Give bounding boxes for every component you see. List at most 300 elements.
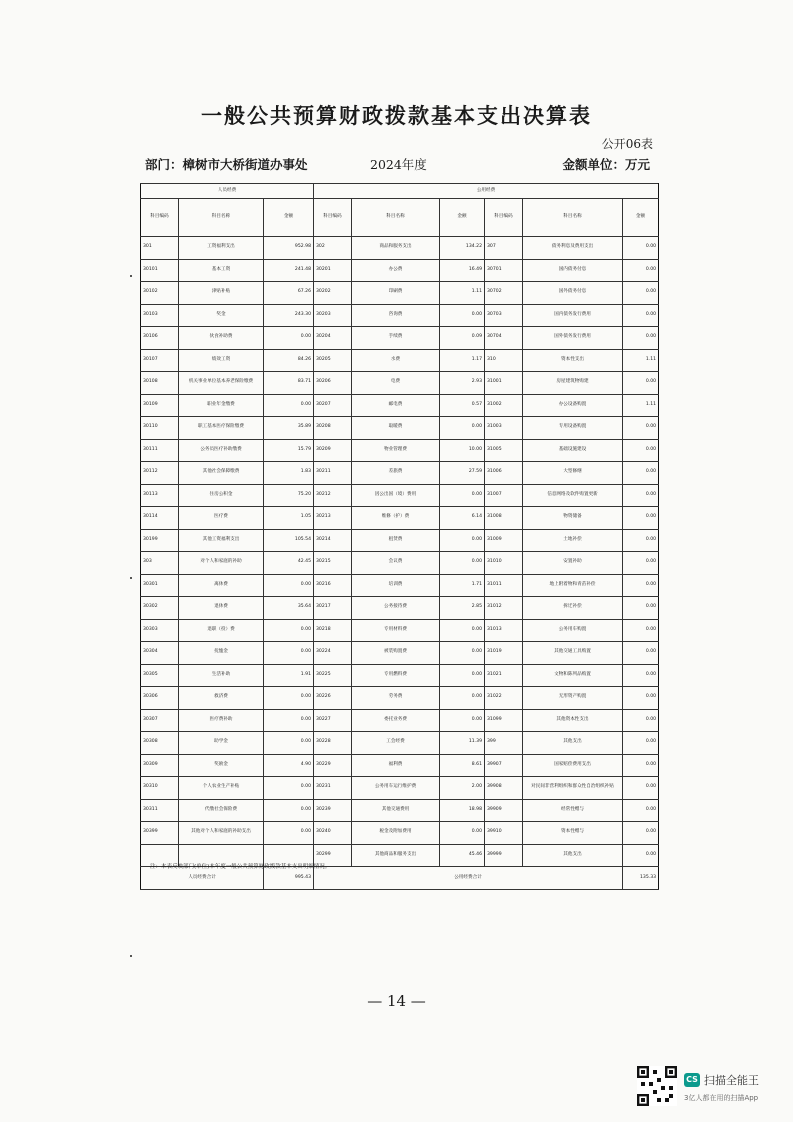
code-cell: 30214 (314, 529, 352, 552)
name-cell: 信息网络及软件购置更新 (523, 484, 623, 507)
table-row (141, 754, 659, 777)
name-cell: 其他工资福利支出 (179, 529, 264, 552)
amount-cell: 0.00 (623, 462, 659, 485)
code-cell: 30102 (141, 282, 179, 305)
code-cell: 30107 (141, 349, 179, 372)
amount-cell: 0.00 (623, 574, 659, 597)
code-cell: 30202 (314, 282, 352, 305)
code-cell: 31006 (485, 462, 523, 485)
name-cell: 经常性赠与 (523, 799, 623, 822)
name-cell: 其他资本性支出 (523, 709, 623, 732)
name-cell: 生活补助 (179, 664, 264, 687)
table-row (141, 507, 659, 530)
amount-cell: 67.26 (264, 282, 314, 305)
public-total-label: 公用经费合计 (314, 867, 623, 890)
name-cell: 公务员医疗补助缴费 (179, 439, 264, 462)
amount-cell: 0.00 (440, 709, 485, 732)
code-cell: 30306 (141, 687, 179, 710)
amount-unit: 金额单位：万元 (562, 157, 650, 172)
name-cell: 医疗费补助 (179, 709, 264, 732)
qr-code-icon (637, 1066, 677, 1106)
amount-cell: 0.00 (623, 259, 659, 282)
amount-cell: 0.00 (264, 394, 314, 417)
name-cell: 职工基本医疗保险缴费 (179, 417, 264, 440)
amount-cell: 0.00 (440, 529, 485, 552)
code-cell: 30213 (314, 507, 352, 530)
amount-cell: 27.59 (440, 462, 485, 485)
amount-cell: 0.00 (623, 732, 659, 755)
code-cell: 30101 (141, 259, 179, 282)
code-cell: 39910 (485, 822, 523, 845)
amount-cell: 0.00 (623, 372, 659, 395)
code-cell: 30114 (141, 507, 179, 530)
amount-cell: 0.00 (623, 282, 659, 305)
name-cell: 其他社会保障缴费 (179, 462, 264, 485)
name-cell: 绩效工资 (179, 349, 264, 372)
name-cell: 取暖费 (352, 417, 440, 440)
amount-cell: 0.00 (623, 754, 659, 777)
header-name: 科目名称 (352, 199, 440, 237)
code-cell: 30302 (141, 597, 179, 620)
code-cell: 31013 (485, 619, 523, 642)
scan-speck (130, 955, 132, 957)
code-cell: 30113 (141, 484, 179, 507)
amount-cell: 0.00 (264, 799, 314, 822)
code-cell: 30199 (141, 529, 179, 552)
name-cell: 土地补偿 (523, 529, 623, 552)
amount-cell: 0.00 (264, 732, 314, 755)
group-public: 公用经费 (314, 184, 659, 199)
name-cell: 医疗费 (179, 507, 264, 530)
amount-cell: 0.00 (623, 777, 659, 800)
table-row (141, 462, 659, 485)
amount-cell: 0.00 (264, 619, 314, 642)
table-row (141, 822, 659, 845)
table-row (141, 282, 659, 305)
name-cell: 福利费 (352, 754, 440, 777)
name-cell: 其他商品和服务支出 (352, 844, 440, 867)
name-cell: 基本工资 (179, 259, 264, 282)
table-row (141, 484, 659, 507)
amount-cell: 0.00 (623, 237, 659, 260)
amount-cell: 1.11 (440, 282, 485, 305)
amount-cell: 0.00 (623, 709, 659, 732)
amount-cell: 1.71 (440, 574, 485, 597)
amount-cell: 15.79 (264, 439, 314, 462)
header-amount: 金额 (264, 199, 314, 237)
name-cell: 培训费 (352, 574, 440, 597)
code-cell: 39999 (485, 844, 523, 867)
name-cell: 伙食补助费 (179, 327, 264, 350)
amount-cell: 8.61 (440, 754, 485, 777)
name-cell: 被装购置费 (352, 642, 440, 665)
code-cell: 30108 (141, 372, 179, 395)
code-cell: 310 (485, 349, 523, 372)
column-header-row (141, 199, 659, 237)
name-cell: 水费 (352, 349, 440, 372)
table-row (141, 237, 659, 260)
amount-cell: 84.26 (264, 349, 314, 372)
code-cell: 30206 (314, 372, 352, 395)
code-cell: 30311 (141, 799, 179, 822)
name-cell: 公务用车购置 (523, 619, 623, 642)
name-cell: 奖励金 (179, 754, 264, 777)
name-cell: 退休费 (179, 597, 264, 620)
code-cell: 30701 (485, 259, 523, 282)
code-cell: 30307 (141, 709, 179, 732)
name-cell: 国家赔偿费用支出 (523, 754, 623, 777)
amount-cell: 1.11 (623, 394, 659, 417)
code-cell: 31019 (485, 642, 523, 665)
amount-cell: 0.09 (440, 327, 485, 350)
table-row (141, 327, 659, 350)
code-cell: 307 (485, 237, 523, 260)
table-row (141, 574, 659, 597)
name-cell: 基础设施建设 (523, 439, 623, 462)
code-cell: 30205 (314, 349, 352, 372)
amount-cell: 0.00 (264, 822, 314, 845)
name-cell: 其他对个人和家庭的补助支出 (179, 822, 264, 845)
name-cell: 劳务费 (352, 687, 440, 710)
code-cell: 30399 (141, 822, 179, 845)
amount-cell: 0.00 (623, 619, 659, 642)
code-cell: 30207 (314, 394, 352, 417)
name-cell: 其他支出 (523, 732, 623, 755)
camscanner-logo-icon: CS (684, 1073, 700, 1087)
code-cell: 301 (141, 237, 179, 260)
code-cell: 30106 (141, 327, 179, 350)
name-cell: 抚恤金 (179, 642, 264, 665)
amount-cell: 0.00 (264, 327, 314, 350)
code-cell: 30215 (314, 552, 352, 575)
code-cell: 39909 (485, 799, 523, 822)
table-row (141, 799, 659, 822)
name-cell: 安置补助 (523, 552, 623, 575)
table-row (141, 259, 659, 282)
amount-cell: 75.20 (264, 484, 314, 507)
amount-cell: 1.11 (623, 349, 659, 372)
code-cell: 30103 (141, 304, 179, 327)
name-cell: 维修（护）费 (352, 507, 440, 530)
code-cell: 30224 (314, 642, 352, 665)
table-row (141, 777, 659, 800)
form-number: 公开06表 (601, 137, 653, 151)
name-cell: 地上附着物和青苗补偿 (523, 574, 623, 597)
name-cell: 文物和陈列品购置 (523, 664, 623, 687)
code-cell: 30309 (141, 754, 179, 777)
table-row (141, 529, 659, 552)
amount-cell: 1.05 (264, 507, 314, 530)
amount-cell: 0.00 (623, 597, 659, 620)
name-cell: 资本性支出 (523, 349, 623, 372)
code-cell: 31009 (485, 529, 523, 552)
amount-cell: 1.83 (264, 462, 314, 485)
amount-cell: 0.00 (623, 507, 659, 530)
name-cell: 因公出国（境）费用 (352, 484, 440, 507)
name-cell: 资本性赠与 (523, 822, 623, 845)
code-cell: 30299 (314, 844, 352, 867)
amount-cell: 1.91 (264, 664, 314, 687)
amount-cell: 0.00 (264, 777, 314, 800)
code-cell: 30304 (141, 642, 179, 665)
name-cell: 办公设备购置 (523, 394, 623, 417)
name-cell: 国内债务发行费用 (523, 304, 623, 327)
name-cell: 税金及附加费用 (352, 822, 440, 845)
code-cell: 30208 (314, 417, 352, 440)
watermark-app-name: 扫描全能王 (704, 1074, 759, 1087)
amount-cell: 10.00 (440, 439, 485, 462)
name-cell: 奖金 (179, 304, 264, 327)
amount-cell: 6.14 (440, 507, 485, 530)
code-cell: 30704 (485, 327, 523, 350)
name-cell: 对个人和家庭的补助 (179, 552, 264, 575)
amount-cell: 35.89 (264, 417, 314, 440)
name-cell: 债务利息及费用支出 (523, 237, 623, 260)
name-cell: 租赁费 (352, 529, 440, 552)
scanner-watermark (637, 1066, 787, 1111)
code-cell: 30111 (141, 439, 179, 462)
table-row (141, 664, 659, 687)
amount-cell: 241.48 (264, 259, 314, 282)
code-cell: 30239 (314, 799, 352, 822)
header-amount: 金额 (623, 199, 659, 237)
amount-cell: 0.00 (440, 619, 485, 642)
name-cell: 物资储备 (523, 507, 623, 530)
amount-cell: 952.98 (264, 237, 314, 260)
amount-cell: 0.00 (623, 417, 659, 440)
table-row (141, 417, 659, 440)
footnote: 注：本表反映部门(单位)本年度一般公共预算财政拨款基本支出明细情况。 (150, 864, 331, 870)
scan-speck (130, 275, 132, 277)
code-cell: 30211 (314, 462, 352, 485)
code-cell: 303 (141, 552, 179, 575)
table-row (141, 439, 659, 462)
code-cell: 31005 (485, 439, 523, 462)
code-cell: 39908 (485, 777, 523, 800)
code-cell: 30203 (314, 304, 352, 327)
personnel-total-value: 995.43 (264, 867, 314, 890)
code-cell: 31007 (485, 484, 523, 507)
code-cell: 30217 (314, 597, 352, 620)
table-title: 一般公共预算财政拨款基本支出决算表 (201, 103, 592, 128)
code-cell: 30303 (141, 619, 179, 642)
amount-cell: 0.00 (440, 417, 485, 440)
name-cell: 国内债务付息 (523, 259, 623, 282)
code-cell: 30308 (141, 732, 179, 755)
code-cell: 30209 (314, 439, 352, 462)
amount-cell: 243.30 (264, 304, 314, 327)
group-header-row (141, 184, 659, 199)
code-cell: 30226 (314, 687, 352, 710)
name-cell: 专用燃料费 (352, 664, 440, 687)
table-row (141, 372, 659, 395)
code-cell: 31002 (485, 394, 523, 417)
amount-cell: 16.49 (440, 259, 485, 282)
personnel-total-label: 人员经费合计 (141, 867, 264, 890)
amount-cell: 83.71 (264, 372, 314, 395)
department-label: 部门：樟树市大桥街道办事处 (145, 157, 308, 172)
name-cell: 离休费 (179, 574, 264, 597)
code-cell: 31010 (485, 552, 523, 575)
name-cell: 代缴社会保险费 (179, 799, 264, 822)
name-cell: 印刷费 (352, 282, 440, 305)
name-cell: 职业年金缴费 (179, 394, 264, 417)
amount-cell: 0.00 (623, 642, 659, 665)
name-cell: 机关事业单位基本养老保险缴费 (179, 372, 264, 395)
amount-cell: 0.00 (623, 822, 659, 845)
name-cell: 咨询费 (352, 304, 440, 327)
amount-cell: 2.85 (440, 597, 485, 620)
code-cell: 30227 (314, 709, 352, 732)
code-cell: 30216 (314, 574, 352, 597)
fiscal-year: 2024年度 (370, 157, 427, 172)
name-cell: 其他交通费用 (352, 799, 440, 822)
code-cell: 30703 (485, 304, 523, 327)
code-cell: 30109 (141, 394, 179, 417)
name-cell: 专用设备购置 (523, 417, 623, 440)
amount-cell: 2.93 (440, 372, 485, 395)
code-cell: 31099 (485, 709, 523, 732)
name-cell: 助学金 (179, 732, 264, 755)
code-cell: 39907 (485, 754, 523, 777)
amount-cell: 4.90 (264, 754, 314, 777)
code-cell: 30204 (314, 327, 352, 350)
code-cell: 31022 (485, 687, 523, 710)
name-cell: 其他交通工具购置 (523, 642, 623, 665)
code-cell: 30201 (314, 259, 352, 282)
code-cell: 30112 (141, 462, 179, 485)
name-cell: 个人农业生产补贴 (179, 777, 264, 800)
group-personnel: 人员经费 (141, 184, 314, 199)
code-cell: 30702 (485, 282, 523, 305)
name-cell: 公务接待费 (352, 597, 440, 620)
amount-cell: 45.46 (440, 844, 485, 867)
name-cell: 商品和服务支出 (352, 237, 440, 260)
amount-cell: 0.00 (440, 304, 485, 327)
page-number: — 14 — (367, 992, 426, 1010)
amount-cell: 0.00 (623, 304, 659, 327)
table-row (141, 552, 659, 575)
table-row (141, 687, 659, 710)
name-cell: 大型修缮 (523, 462, 623, 485)
amount-cell: 0.00 (623, 529, 659, 552)
expenditure-table (140, 183, 659, 890)
code-cell: 30212 (314, 484, 352, 507)
code-cell: 399 (485, 732, 523, 755)
amount-cell: 0.00 (623, 687, 659, 710)
name-cell: 物业管理费 (352, 439, 440, 462)
name-cell: 会议费 (352, 552, 440, 575)
name-cell: 退职（役）费 (179, 619, 264, 642)
name-cell: 电费 (352, 372, 440, 395)
amount-cell: 11.39 (440, 732, 485, 755)
table-row (141, 597, 659, 620)
name-cell: 国外债务发行费用 (523, 327, 623, 350)
table-row (141, 394, 659, 417)
amount-cell: 105.54 (264, 529, 314, 552)
name-cell: 津贴补贴 (179, 282, 264, 305)
amount-cell: 42.45 (264, 552, 314, 575)
amount-cell: 0.57 (440, 394, 485, 417)
name-cell: 无形资产购置 (523, 687, 623, 710)
amount-cell: 0.00 (623, 327, 659, 350)
table-row (141, 304, 659, 327)
amount-cell: 0.00 (264, 687, 314, 710)
name-cell: 拆迁补偿 (523, 597, 623, 620)
amount-cell: 0.00 (440, 664, 485, 687)
table-row (141, 732, 659, 755)
public-total-value: 135.33 (623, 867, 659, 890)
amount-cell: 0.00 (623, 844, 659, 867)
name-cell: 国外债务付息 (523, 282, 623, 305)
header-name: 科目名称 (179, 199, 264, 237)
scan-speck (130, 577, 132, 579)
code-cell: 30225 (314, 664, 352, 687)
amount-cell: 18.98 (440, 799, 485, 822)
name-cell: 房屋建筑物购建 (523, 372, 623, 395)
name-cell: 工会经费 (352, 732, 440, 755)
amount-cell: 0.00 (623, 664, 659, 687)
table-row (141, 709, 659, 732)
header-code: 科目编码 (141, 199, 179, 237)
amount-cell: 134.22 (440, 237, 485, 260)
name-cell: 委托业务费 (352, 709, 440, 732)
code-cell: 30110 (141, 417, 179, 440)
code-cell: 31012 (485, 597, 523, 620)
amount-cell: 0.00 (440, 822, 485, 845)
code-cell: 30228 (314, 732, 352, 755)
code-cell: 30305 (141, 664, 179, 687)
table-row (141, 349, 659, 372)
code-cell: 31008 (485, 507, 523, 530)
code-cell: 31011 (485, 574, 523, 597)
code-cell: 30310 (141, 777, 179, 800)
amount-cell: 1.17 (440, 349, 485, 372)
watermark-slogan: 3亿人都在用的扫描App (684, 1094, 759, 1102)
amount-cell: 2.00 (440, 777, 485, 800)
code-cell: 30240 (314, 822, 352, 845)
name-cell: 其他支出 (523, 844, 623, 867)
name-cell: 公务用车运行维护费 (352, 777, 440, 800)
amount-cell: 0.00 (440, 642, 485, 665)
code-cell: 30301 (141, 574, 179, 597)
name-cell: 对民间非营利组织和群众性自治组织补贴 (523, 777, 623, 800)
code-cell: 31021 (485, 664, 523, 687)
header-amount: 金额 (440, 199, 485, 237)
name-cell: 专用材料费 (352, 619, 440, 642)
header-name: 科目名称 (523, 199, 623, 237)
amount-cell: 35.64 (264, 597, 314, 620)
header-code: 科目编码 (314, 199, 352, 237)
amount-cell: 0.00 (440, 687, 485, 710)
amount-cell: 0.00 (623, 799, 659, 822)
name-cell: 工资福利支出 (179, 237, 264, 260)
amount-cell: 0.00 (440, 484, 485, 507)
name-cell: 办公费 (352, 259, 440, 282)
name-cell: 邮电费 (352, 394, 440, 417)
amount-cell: 0.00 (623, 552, 659, 575)
name-cell: 救济费 (179, 687, 264, 710)
amount-cell: 0.00 (623, 439, 659, 462)
amount-cell: 0.00 (264, 642, 314, 665)
name-cell: 差旅费 (352, 462, 440, 485)
name-cell: 住房公积金 (179, 484, 264, 507)
code-cell: 30229 (314, 754, 352, 777)
code-cell: 31001 (485, 372, 523, 395)
amount-cell: 0.00 (440, 552, 485, 575)
header-code: 科目编码 (485, 199, 523, 237)
code-cell: 31003 (485, 417, 523, 440)
